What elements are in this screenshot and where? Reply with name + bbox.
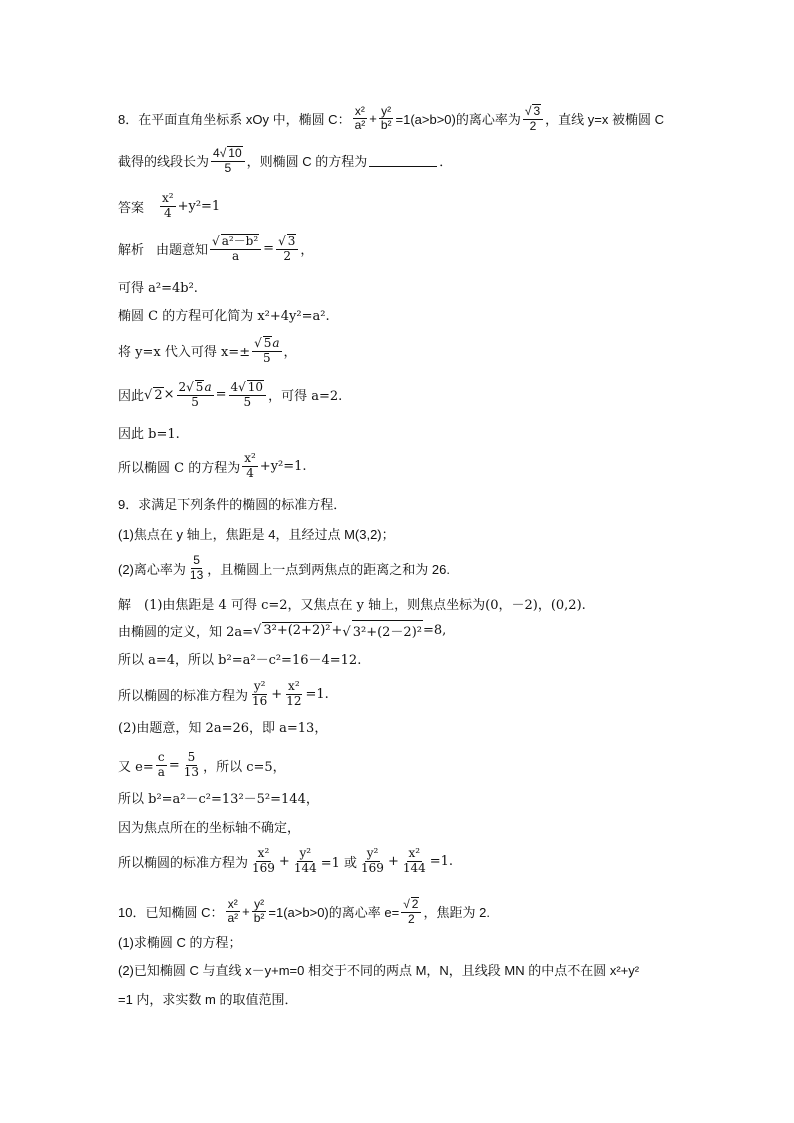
q8-text: 截得的线段长为 [118,154,210,170]
q8-text: ，直线 y=x 被椭圆 C [545,112,664,128]
q9-part2 [118,554,450,583]
q8-analysis-3: 椭圆 C 的方程可化简为 x²+4y²=a². [118,309,330,324]
q9-part1: (1)焦点在 y 轴上，焦距是 4，且经过点 M(3,2)； [118,527,395,542]
q10-text: =1(a>b>0)的离心率 e= [268,905,400,921]
frac-sqrt2-2: $\frac{√ 2}{2}$ [401,897,421,927]
frac-x2-a2: $\frac{\text{x²}}{\text{a²}}$ [227,896,239,926]
solution-text: + [387,853,399,869]
q8-line1: 8．在平面直角坐标系 xOy 中，椭圆 C： $\frac{\text{x²}}{\text{a²}}$ + $\frac{\text{y²}}{\text{b²}}$ =1(a>b>0)的离心率为 $\frac{√ 3}{2}$ ，直线 y=x 被椭圆 C [118,103,664,133]
frac-4sqrt10-5: $\frac{4√ 10}{5}$ [229,380,267,410]
solution-text: 又 e= [118,759,154,775]
frac-y2-b2: $\frac{\text{y²}}{\text{b²}}$ [380,103,392,133]
solution-text: 所以椭圆的标准方程为 [118,855,249,871]
q8-analysis-1 [118,234,313,264]
solution-text: = [168,757,180,773]
q8-text: ． [439,154,453,170]
frac-sqrt3-2: $\frac{√ 3}{2}$ [276,234,298,264]
frac-c-a: $\frac{c}{a}$ [157,750,165,779]
analysis-text: 所以椭圆 C 的方程为 [118,460,241,476]
analysis-text: = [215,387,227,403]
q10-part2-cont: =1 内，求实数 m 的取值范围． [118,992,298,1007]
q10-part2: (2)已知椭圆 C 与直线 x－y+m=0 相交于不同的两点 M，N，且线段 MN 的中点不在圆 x²+y² [118,963,640,978]
solution-text: + [278,853,290,869]
q8-text: =1(a>b>0)的离心率为 [395,112,521,128]
answer-text: +y²=1 [177,198,221,214]
answer-blank[interactable] [369,154,437,167]
answer-label: 答案 [118,200,145,216]
q8-analysis-6: 因此 b=1. [118,427,180,442]
frac-x2-12: $\frac{\text{x²}}{12}$ [286,679,302,708]
frac-y2-16: $\frac{\text{y²}}{16}$ [252,679,268,708]
q9-title: 9．求满足下列条件的椭圆的标准方程． [118,497,347,512]
times-sign: × [163,387,175,403]
frac-5-13: $\frac{5}{13}$ [183,750,200,779]
solution-text: + [331,622,343,638]
q9-text: ，且椭圆上一点到两焦点的距离之和为 26. [207,561,450,577]
q9-solution-6 [118,751,286,780]
q8-analysis-5: 因此 √ 2 × $\frac{2√ 5a}{5}$ = $\frac{4√ 10}{5}$ ，可得 a=2. [118,380,343,409]
analysis-text: ，可得 a=2. [268,389,343,405]
solution-text: =1. [305,686,329,702]
analysis-text: 由题意知 [156,243,209,259]
q10-text: 10．已知椭圆 C： [118,905,224,921]
analysis-text: 将 y=x 代入可得 x=± [118,345,251,361]
frac-2sqrt5a-5: $\frac{2√ 5a}{5}$ [178,380,212,409]
q8-text: ，则椭圆 C 的方程为 [246,154,368,170]
frac-x2-4: $\frac{\text{x²}}{4}$ [244,451,256,480]
frac-y2-b2: $\frac{\text{y²}}{\text{b²}}$ [253,896,265,926]
analysis-label: 解析 [118,243,145,259]
solution-text: + [271,686,283,702]
frac-x2-169: $\frac{\text{x²}}{169}$ [252,846,275,875]
solution-text: ，所以 c=5， [203,759,286,775]
q8-analysis-4 [118,336,297,366]
frac-4sqrt10-5: $\frac{4√ 10}{5}$ [211,146,245,176]
analysis-text: ， [283,345,297,361]
frac-sqrt5a-5: $\frac{√ 5a}{5}$ [254,336,280,365]
solution-text: =1 或 [320,855,358,871]
q10-part1: (1)求椭圆 C 的方程； [118,935,242,950]
frac-5-13: $\frac{5}{13}$ [189,553,204,582]
sqrt-expr-1: 3²+(2+2)² [263,623,331,638]
q9-solution-9 [118,847,453,876]
analysis-text: +y²=1. [259,458,307,474]
solution-text: =8, [423,622,447,638]
sqrt-expr-2: 3²+(2－2)² [352,620,423,640]
frac-y2-169: $\frac{\text{y²}}{169}$ [361,846,384,875]
q9-solution-5: (2)由题意，知 2a=26，即 a=13， [118,721,328,736]
solution-text: 所以椭圆的标准方程为 [118,688,249,704]
q9-solution-4 [118,680,329,709]
q8-answer [118,192,220,221]
q8-analysis-2: 可得 a²=4b². [118,281,198,296]
q10-text: ，焦距为 2. [423,905,490,921]
q9-solution-1: 解 (1)由焦距是 4 可得 c=2，又焦点在 y 轴上，则焦点坐标为(0，－2)，(0,2). [118,598,586,613]
frac-x2-a2: $\frac{\text{x²}}{\text{a²}}$ [354,103,366,133]
analysis-text: 因此 [118,389,145,405]
q9-solution-2: 由椭圆的定义，知 2a= √ 3²+(2+2)² + √ 3²+(2－2)² =8, [118,620,446,640]
solution-text: 由椭圆的定义，知 2a= [118,624,254,640]
analysis-text: = [263,241,275,257]
sqrt2: 2 [154,387,163,403]
q10-line1 [118,897,490,927]
q8-line2 [118,146,452,176]
q9-text: (2)离心率为 [118,561,186,577]
q8-text: 8．在平面直角坐标系 xOy 中，椭圆 C： [118,112,351,128]
q9-solution-3: 所以 a=4，所以 b²=a²－c²=16－4=12. [118,653,362,668]
q8-analysis-7 [118,452,307,481]
solution-text: =1. [429,853,454,869]
frac-x2-4: $\frac{\text{x²}}{4}$ [162,191,174,220]
q9-solution-8: 因为焦点所在的坐标轴不确定， [118,821,301,836]
q10-text: + [242,904,250,920]
frac-sqrt3-2: $\frac{√ 3}{2}$ [523,104,543,134]
frac-sqrt-a2b2-a: $\frac{\text{√ a²－b²}}{a}$ [210,234,261,264]
analysis-text: ， [300,243,314,259]
frac-x2-144: $\frac{\text{x²}}{144}$ [402,846,426,875]
frac-y2-144: $\frac{\text{y²}}{144}$ [293,846,317,875]
q9-solution-7: 所以 b²=a²－c²=13²－5²=144， [118,792,319,807]
